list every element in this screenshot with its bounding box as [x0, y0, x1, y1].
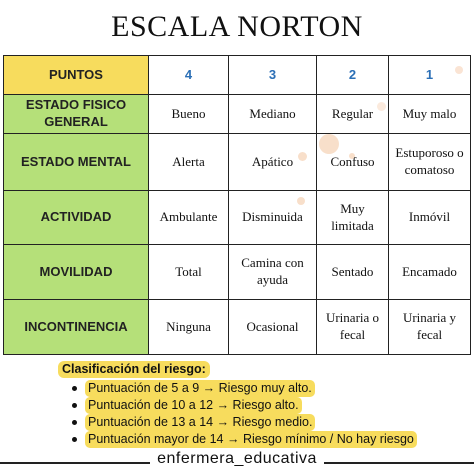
- table-cell: Ocasional: [229, 300, 317, 355]
- legend-item-text: Puntuación mayor de 14 → Riesgo mínimo / No hay riesgo: [85, 431, 417, 448]
- score-header: 3: [229, 56, 317, 95]
- table-cell: Muy malo: [389, 95, 471, 134]
- table-cell: Muy limitada: [317, 191, 389, 245]
- table-cell: Confuso: [317, 134, 389, 191]
- score-header: 1: [389, 56, 471, 95]
- legend-title: Clasificación del riesgo:: [58, 361, 210, 378]
- legend-item: [72, 380, 417, 397]
- table-cell: Camina con ayuda: [229, 245, 317, 300]
- legend-item: [72, 414, 417, 431]
- header-puntos-label: PUNTOS: [4, 56, 149, 95]
- legend-item-text: Puntuación de 5 a 9 → Riesgo muy alto.: [85, 380, 315, 397]
- table-cell: Inmóvil: [389, 191, 471, 245]
- bullet-icon: [72, 386, 77, 391]
- legend-item: [72, 431, 417, 448]
- table-cell: Disminuida: [229, 191, 317, 245]
- page-title: ESCALA NORTON: [111, 10, 363, 43]
- row-label: ESTADO MENTAL: [4, 134, 149, 191]
- row-label: ACTIVIDAD: [4, 191, 149, 245]
- legend-item-text: Puntuación de 10 a 12 → Riesgo alto.: [85, 397, 302, 414]
- table-cell: Total: [149, 245, 229, 300]
- legend-item: [72, 397, 417, 414]
- norton-scale-table: [3, 55, 471, 355]
- table-row: [4, 245, 471, 300]
- row-label: ESTADO FISICO GENERAL: [4, 95, 149, 134]
- row-label: INCONTINENCIA: [4, 300, 149, 355]
- table-row: [4, 134, 471, 191]
- table-row: [4, 300, 471, 355]
- table-cell: Urinaria o fecal: [317, 300, 389, 355]
- table-header-row: [4, 56, 471, 95]
- table-cell: Alerta: [149, 134, 229, 191]
- table-cell: Regular: [317, 95, 389, 134]
- row-label: MOVILIDAD: [4, 245, 149, 300]
- table-cell: Mediano: [229, 95, 317, 134]
- bullet-icon: [72, 437, 77, 442]
- table-cell: Ninguna: [149, 300, 229, 355]
- table-row: [4, 95, 471, 134]
- score-header: 4: [149, 56, 229, 95]
- footer-handle: enfermera_educativa: [157, 450, 317, 467]
- table-cell: Urinaria y fecal: [389, 300, 471, 355]
- score-header: 2: [317, 56, 389, 95]
- table-cell: Ambulante: [149, 191, 229, 245]
- risk-legend: [58, 361, 417, 448]
- table-cell: Apático: [229, 134, 317, 191]
- table-row: [4, 191, 471, 245]
- legend-list: [58, 380, 417, 448]
- bullet-icon: [72, 420, 77, 425]
- table-cell: Encamado: [389, 245, 471, 300]
- table-cell: Estuporoso o comatoso: [389, 134, 471, 191]
- legend-item-text: Puntuación de 13 a 14 → Riesgo medio.: [85, 414, 315, 431]
- table-cell: Sentado: [317, 245, 389, 300]
- bullet-icon: [72, 403, 77, 408]
- table-cell: Bueno: [149, 95, 229, 134]
